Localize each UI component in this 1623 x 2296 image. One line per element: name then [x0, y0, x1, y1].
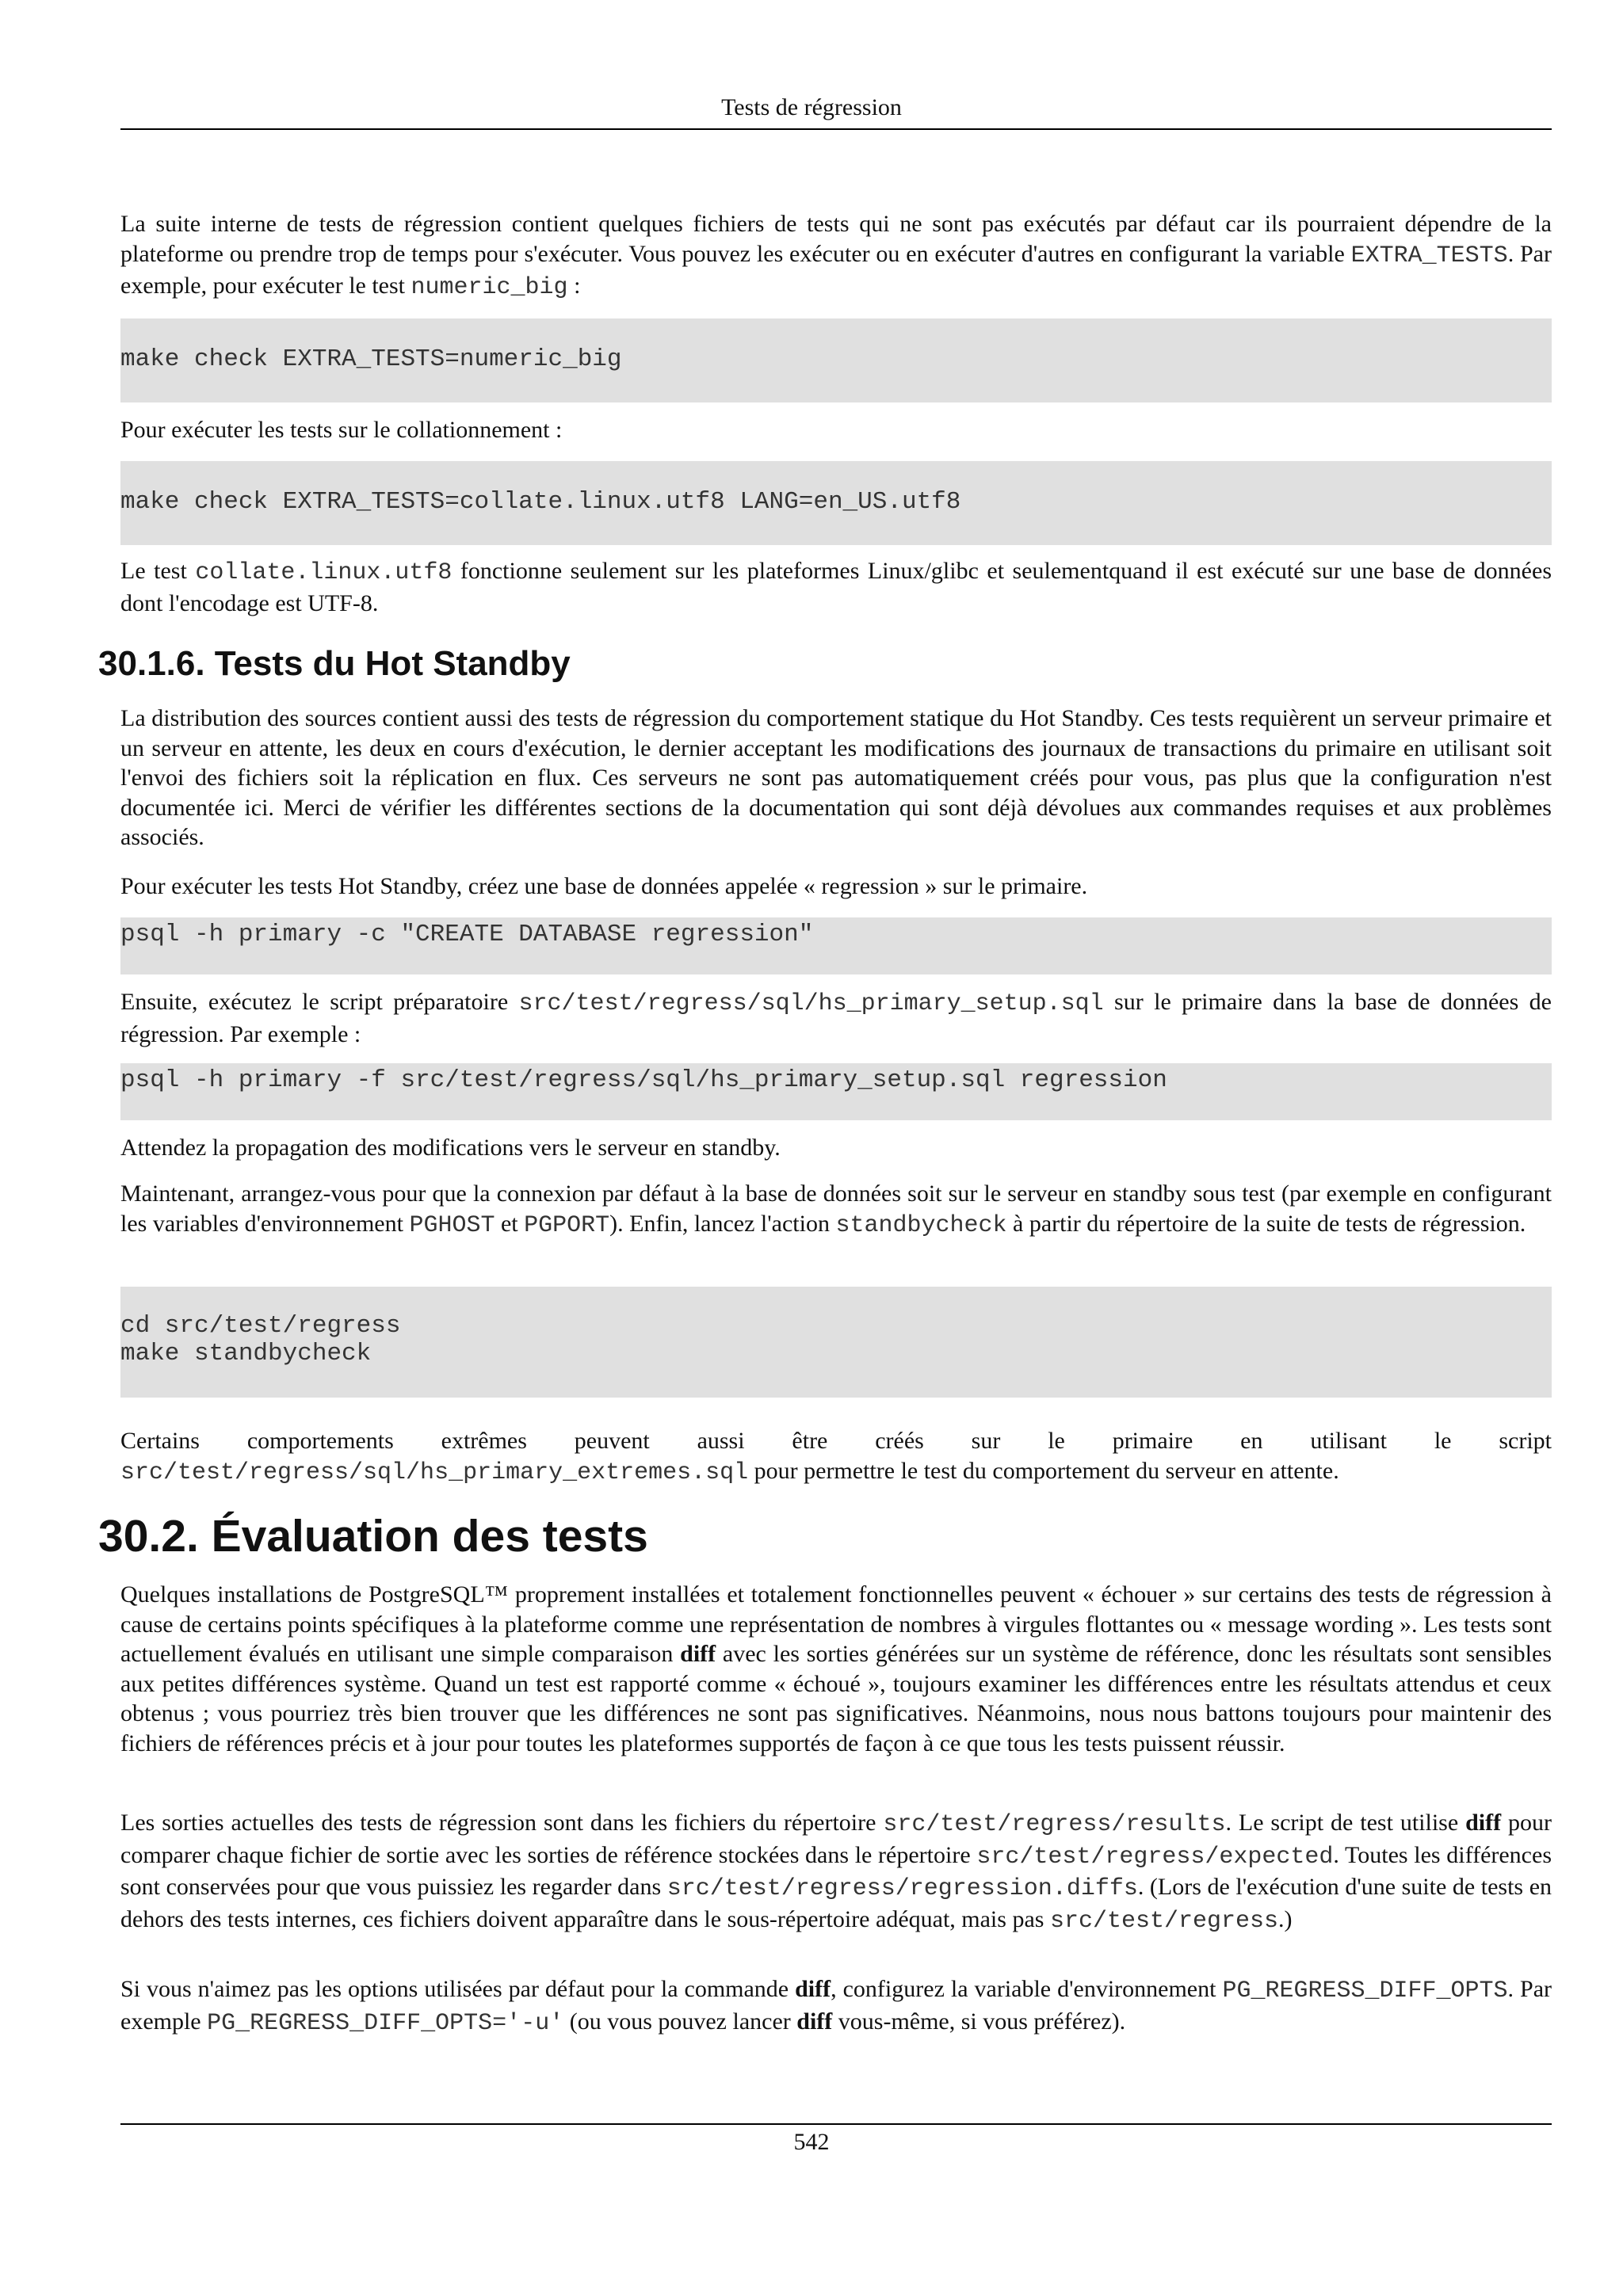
text: Le test	[120, 558, 196, 584]
text: avec les sorties générées sur un système de référence, donc les résultats sont sensibles aux petites différences système. Quand un test est rapporté comme « échoué », toujours examiner les différences entre les résultats attendus et ceux obtenus ; vous pourriez très bien trouver que les différences ne sont pas significatives. Néanmoins, nous nous battons toujours pour maintenir des fichiers de références précis et à jour pour toutes les plateformes supportés de façon à ce que tous les tests puissent réussir.	[120, 1641, 1552, 1756]
code-results-dir: src/test/regress/results	[883, 1811, 1226, 1838]
text: La suite interne de tests de régression contient quelques fichiers de tests qui ne sont pas exécutés par défaut car ils pourraient dépendre de la plateforme ou prendre trop de temps pour s'exécuter. Vous pouvez les exécuter ou en exécuter d'autres en configurant la variable	[120, 211, 1552, 267]
paragraph-collate-note	[120, 556, 1552, 618]
code-regress-dir: src/test/regress	[1049, 1907, 1278, 1935]
code-diff-opts-example: PG_REGRESS_DIFF_OPTS='-u'	[207, 2009, 564, 2037]
text: Pour exécuter les tests sur le collationnement :	[120, 417, 563, 443]
term-diff: diff	[1465, 1810, 1502, 1836]
term-diff: diff	[795, 1976, 831, 2002]
text: . Par exemple	[120, 1976, 1552, 2035]
code-setup-path: src/test/regress/sql/hs_primary_setup.sql	[518, 990, 1104, 1017]
code-block-standbycheck: cd src/test/regress make standbycheck	[120, 1287, 1552, 1398]
code-diff-opts-var: PG_REGRESS_DIFF_OPTS	[1222, 1978, 1508, 2004]
code-block-create-db: psql -h primary -c "CREATE DATABASE regression"	[120, 917, 1552, 974]
paragraph-extremes	[120, 1426, 1552, 1488]
text: Les sorties actuelles des tests de régression sont dans les fichiers du répertoire	[120, 1810, 884, 1836]
code-block-numeric-big: make check EXTRA_TESTS=numeric_big	[120, 318, 1552, 402]
code-block-collate: make check EXTRA_TESTS=collate.linux.utf8 LANG=en_US.utf8	[120, 461, 1552, 545]
paragraph-diff-options	[120, 1974, 1552, 2039]
code-numeric-big: numeric_big	[411, 274, 568, 301]
code-extremes-path: src/test/regress/sql/hs_primary_extremes.sql	[120, 1459, 749, 1486]
code-expected-dir: src/test/regress/expected	[976, 1843, 1334, 1871]
section-heading-hot-standby: 30.1.6. Tests du Hot Standby	[98, 644, 571, 683]
code-standbycheck: standbycheck	[835, 1211, 1007, 1239]
text: Certains comportements extrêmes peuvent aussi être créés sur le primaire en utilisant le script	[120, 1428, 1552, 1454]
paragraph-evaluation-intro	[120, 1580, 1552, 1758]
text: La distribution des sources contient aussi des tests de régression du comportement statique du Hot Standby. Ces tests requièrent un serveur primaire et un serveur en attente, les deux en cours d'exécution, le dernier acceptant les modifications des journaux de transactions du primaire en utilisant soit l'envoi des fichiers soit la réplication en flux. Ces serveurs ne sont pas automatiquement créés pour vous, pas plus que la configuration n'est documentée ici. Merci de vérifier les différentes sections de la documentation qui sont déjà dévolues aux commandes requises et aux problèmes associés.	[120, 705, 1552, 850]
text: :	[567, 273, 581, 299]
page-number: 542	[793, 2129, 830, 2155]
term-diff: diff	[680, 1641, 716, 1667]
text: Si vous n'aimez pas les options utilisées par défaut pour la commande	[120, 1976, 796, 2002]
text: Attendez la propagation des modifications vers le serveur en standby.	[120, 1135, 781, 1161]
text: .)	[1277, 1905, 1293, 1932]
code-regression-diffs: src/test/regress/regression.diffs	[666, 1875, 1138, 1902]
text: . Toutes les différences sont conservées pour que vous puissiez les regarder dans	[120, 1841, 1552, 1900]
text: Ensuite, exécutez le script préparatoire	[120, 989, 519, 1015]
text: . Par exemple, pour exécuter le test	[120, 240, 1552, 299]
paragraph-setup-script	[120, 987, 1552, 1049]
paragraph-propagation	[120, 1133, 1552, 1163]
paragraph-create-db	[120, 871, 1552, 902]
code-pgport: PGPORT	[524, 1211, 610, 1239]
text: (ou vous pouvez lancer	[563, 2008, 797, 2035]
code-block-setup: psql -h primary -f src/test/regress/sql/hs_primary_setup.sql regression	[120, 1063, 1552, 1120]
code-pghost: PGHOST	[409, 1211, 495, 1239]
paragraph-collation	[120, 415, 1552, 445]
text: , configurez la variable d'environnement	[831, 1976, 1223, 2002]
paragraph-hot-standby-intro	[120, 704, 1552, 852]
text: Pour exécuter les tests Hot Standby, créez une base de données appelée « regression » sur le primaire.	[120, 873, 1088, 899]
paragraph-extra-tests	[120, 209, 1552, 303]
text: Maintenant, arrangez-vous pour que la connexion par défaut à la base de données soit sur le serveur en standby sous test (par exemple en configurant les variables d'environnement	[120, 1180, 1552, 1237]
term-diff: diff	[796, 2008, 833, 2035]
text: et	[495, 1210, 525, 1237]
text: Quelques installations de PostgreSQL™ proprement installées et totalement fonctionnelles peuvent « échouer » sur certains des tests de régression à cause de certains points spécifiques à la plateforme comme une représentation de nombres à virgules flottantes ou « message wording ». Les tests sont actuellement évalués en utilisant une simple comparaison	[120, 1581, 1552, 1667]
text: . Le script de test utilise	[1225, 1810, 1466, 1836]
text: à partir du répertoire de la suite de tests de régression.	[1006, 1210, 1526, 1237]
text: sur le primaire dans la base de données de régression. Par exemple :	[120, 989, 1552, 1047]
text: fonctionne seulement sur les plateformes Linux/glibc et seulementquand il est exécuté sur une base de données dont l'encodage est UTF-8.	[120, 558, 1552, 616]
paragraph-results-location	[120, 1808, 1552, 1936]
footer-rule	[120, 2123, 1552, 2125]
code-collate-linux: collate.linux.utf8	[195, 559, 453, 586]
section-heading-evaluation: 30.2. Évaluation des tests	[98, 1511, 648, 1562]
text: pour permettre le test du comportement du serveur en attente.	[748, 1457, 1339, 1484]
paragraph-standbycheck	[120, 1179, 1552, 1241]
code-extra-tests: EXTRA_TESTS	[1350, 242, 1508, 269]
text: pour comparer chaque fichier de sortie avec les sorties de référence stockées dans le répertoire	[120, 1810, 1552, 1868]
running-header: Tests de régression	[721, 94, 902, 120]
text: ). Enfin, lancez l'action	[609, 1210, 836, 1237]
text: vous-même, si vous préférez).	[832, 2008, 1126, 2035]
header-rule	[120, 128, 1552, 130]
text: . (Lors de l'exécution d'une suite de tests en dehors des tests internes, ces fichiers doivent apparaître dans le sous-répertoire adéquat, mais pas	[120, 1874, 1552, 1932]
